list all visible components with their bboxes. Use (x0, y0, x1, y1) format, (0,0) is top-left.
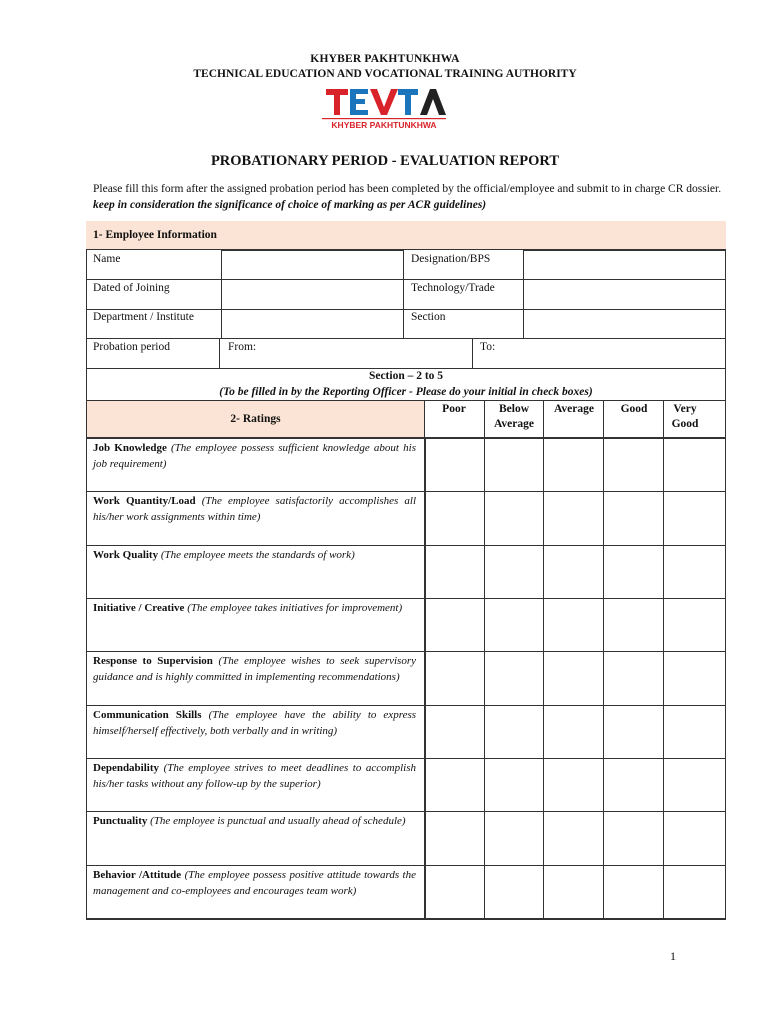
intro-emphasis: keep in consideration the significance of choice of marking as per ACR guidelines) (93, 199, 487, 211)
rating-checkbox[interactable] (663, 758, 726, 812)
rating-checkbox[interactable] (424, 438, 485, 492)
rating-checkbox[interactable] (484, 705, 544, 759)
criterion-description: (The employee possess positive attitude towards the management and co-employees and encourages team work) (93, 869, 416, 897)
rating-checkbox[interactable] (484, 598, 544, 652)
rating-checkbox[interactable] (663, 491, 726, 546)
probation-from-field[interactable] (219, 338, 473, 369)
joining-field[interactable] (221, 279, 404, 310)
logo-subtext: KHYBER PAKHTUNKHWA (331, 120, 437, 130)
rating-checkbox[interactable] (424, 598, 485, 652)
rating-checkbox[interactable] (484, 865, 544, 920)
from-label: From: (228, 341, 257, 353)
rating-checkbox[interactable] (424, 758, 485, 812)
rating-checkbox[interactable] (543, 438, 604, 492)
rating-checkbox[interactable] (543, 705, 604, 759)
col-label-average: Average (553, 403, 594, 415)
rating-checkbox[interactable] (663, 438, 726, 492)
rating-checkbox[interactable] (484, 651, 544, 706)
criterion-text (93, 441, 416, 472)
criterion-text (93, 708, 416, 739)
rating-checkbox[interactable] (603, 598, 664, 652)
criterion-description: (The employee wishes to seek supervisory guidance and is highly committed in implementing recommendations) (93, 655, 417, 683)
probation-label: Probation period (93, 341, 170, 353)
criterion-description: (The employee possess sufficient knowledge about his job requirement) (93, 442, 416, 470)
criterion-name: Work Quality (93, 549, 159, 561)
criterion-name: Punctuality (93, 815, 148, 827)
department-field[interactable] (221, 309, 404, 339)
name-field[interactable] (221, 250, 404, 280)
rating-checkbox[interactable] (543, 545, 604, 599)
technology-field[interactable] (523, 279, 726, 310)
criterion-text (93, 868, 416, 899)
criterion-text (93, 814, 416, 830)
rating-checkbox[interactable] (663, 545, 726, 599)
to-label: To: (480, 341, 496, 353)
criterion-description: (The employee is punctual and usually ahead of schedule) (150, 815, 406, 827)
criterion-description: (The employee strives to meet deadlines to accomplish his/her tasks without any follow-up by the superior) (93, 762, 416, 790)
rating-checkbox[interactable] (603, 865, 664, 920)
criterion-name: Communication Skills (93, 709, 202, 721)
rating-checkbox[interactable] (663, 705, 726, 759)
probation-to-field[interactable] (472, 338, 726, 369)
rating-checkbox[interactable] (484, 811, 544, 866)
criterion-text (93, 494, 416, 525)
col-label-good: Good (620, 403, 648, 415)
rating-checkbox[interactable] (484, 758, 544, 812)
rating-checkbox[interactable] (663, 811, 726, 866)
criterion-description: (The employee takes initiatives for improvement) (187, 602, 403, 614)
joining-label: Dated of Joining (93, 282, 170, 294)
rating-checkbox[interactable] (484, 491, 544, 546)
technology-label: Technology/Trade (411, 282, 495, 294)
rating-checkbox[interactable] (484, 438, 544, 492)
rating-checkbox[interactable] (543, 491, 604, 546)
page-title: PROBATIONARY PERIOD - EVALUATION REPORT (210, 153, 560, 169)
criterion-text (93, 548, 416, 564)
header-line2: TECHNICAL EDUCATION AND VOCATIONAL TRAINING AUTHORITY (193, 68, 577, 80)
criterion-name: Dependability (93, 762, 160, 774)
rating-checkbox[interactable] (663, 865, 726, 920)
header-line1: KHYBER PAKHTUNKHWA (310, 53, 460, 65)
rating-checkbox[interactable] (424, 811, 485, 866)
tevta-logo (322, 85, 446, 131)
section-field[interactable] (523, 309, 726, 339)
rating-checkbox[interactable] (484, 545, 544, 599)
criterion-text (93, 654, 416, 685)
page-number: 1 (670, 949, 676, 963)
criterion-name: Behavior /Attitude (93, 869, 182, 881)
rating-checkbox[interactable] (424, 705, 485, 759)
rating-checkbox[interactable] (603, 545, 664, 599)
department-label: Department / Institute (93, 311, 194, 323)
name-label: Name (93, 253, 121, 265)
rating-checkbox[interactable] (543, 758, 604, 812)
col-label-below-average: Below Average (493, 403, 534, 430)
criterion-description: (The employee satisfactorily accomplishes all his/her work assignments within time) (93, 495, 417, 523)
rating-checkbox[interactable] (663, 598, 726, 652)
rating-checkbox[interactable] (543, 651, 604, 706)
criterion-name: Job Knowledge (93, 442, 167, 454)
criterion-name: Initiative / Creative (93, 602, 185, 614)
rating-checkbox[interactable] (543, 865, 604, 920)
rating-checkbox[interactable] (603, 811, 664, 866)
rating-checkbox[interactable] (424, 545, 485, 599)
criterion-name: Work Quantity/Load (93, 495, 196, 507)
criterion-text (93, 601, 416, 617)
rating-checkbox[interactable] (424, 651, 485, 706)
designation-field[interactable] (523, 250, 726, 280)
rating-checkbox[interactable] (543, 811, 604, 866)
employee-info-heading: 1- Employee Information (93, 229, 217, 241)
section-note (86, 368, 726, 400)
rating-checkbox[interactable] (603, 651, 664, 706)
col-label-poor: Poor (442, 403, 466, 415)
rating-checkbox[interactable] (543, 598, 604, 652)
intro-text (93, 181, 743, 213)
col-label-very-good: Very Good (671, 403, 699, 430)
rating-checkbox[interactable] (663, 651, 726, 706)
criterion-text (93, 761, 416, 792)
section-note-line1: Section – 2 to 5 (368, 370, 444, 382)
rating-checkbox[interactable] (603, 491, 664, 546)
rating-checkbox[interactable] (603, 758, 664, 812)
rating-checkbox[interactable] (424, 491, 485, 546)
rating-checkbox[interactable] (603, 438, 664, 492)
intro-plain: Please fill this form after the assigned probation period has been completed by the official/employee and submit to in charge CR dossier. (93, 183, 722, 195)
rating-checkbox[interactable] (424, 865, 485, 920)
criterion-name: Response to Supervision (93, 655, 213, 667)
rating-checkbox[interactable] (603, 705, 664, 759)
section-label: Section (411, 311, 446, 323)
criterion-description: (The employee have the ability to express himself/herself effectively, both verbally and in writing) (93, 709, 417, 737)
section-note-line2: (To be filled in by the Reporting Officer - Please do your initial in check boxes) (219, 386, 593, 398)
ratings-heading: 2- Ratings (230, 413, 281, 425)
designation-label: Designation/BPS (411, 253, 491, 265)
criterion-description: (The employee meets the standards of work) (160, 549, 355, 561)
